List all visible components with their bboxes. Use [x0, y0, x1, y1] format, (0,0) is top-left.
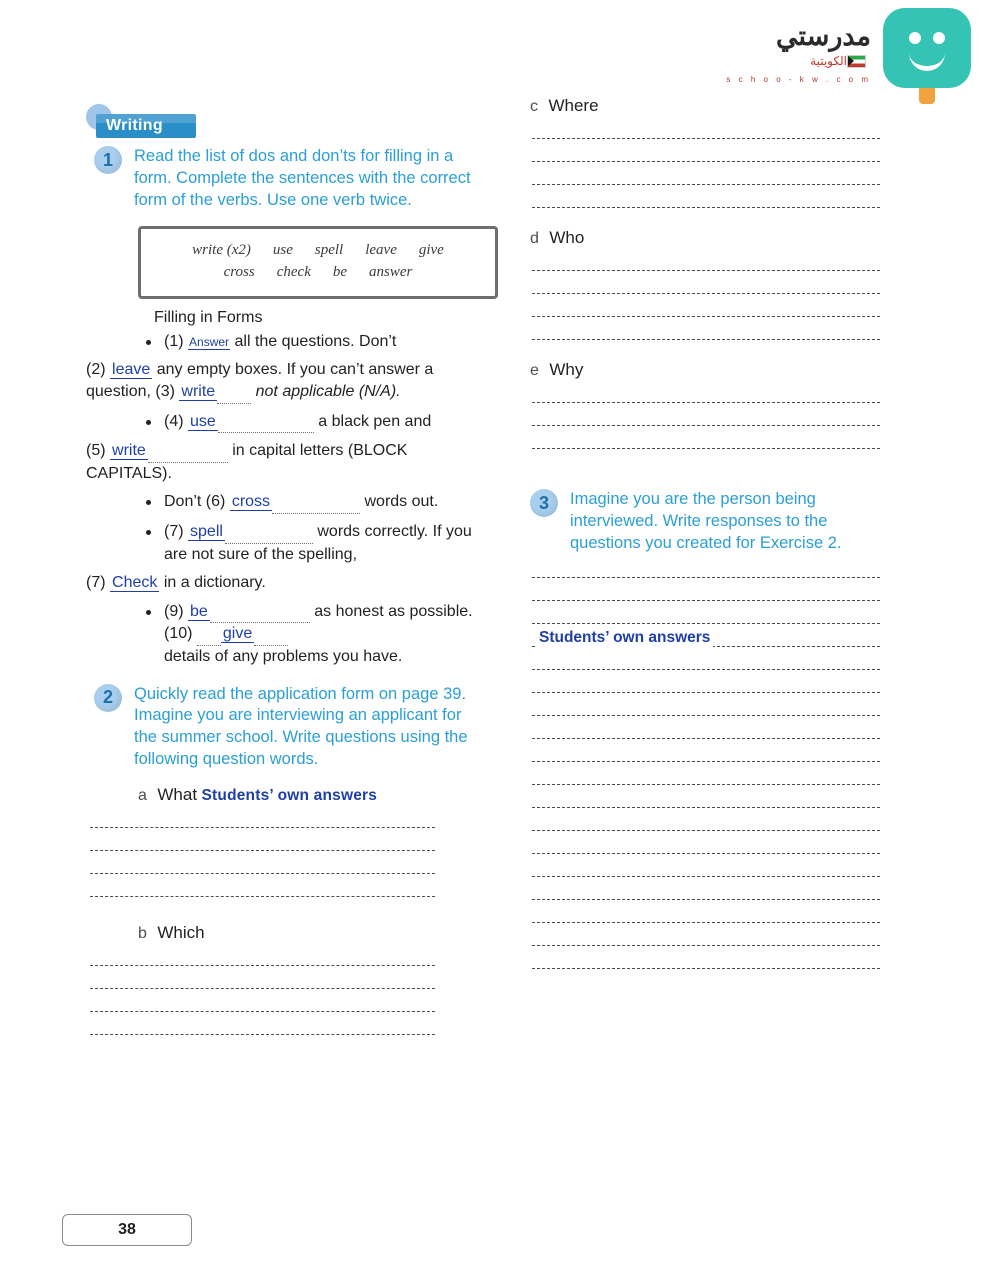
writing-line[interactable] [532, 207, 880, 208]
word-bank-box [138, 226, 498, 299]
question-word: Which [157, 923, 205, 943]
question-letter: b [138, 925, 147, 943]
exercise-1-instruction: Read the list of dos and don’ts for filling in a form. Complete the sentences with the correct form of the verbs. Use one verb twice. [134, 147, 471, 209]
writing-line[interactable] [532, 316, 880, 317]
filled-answer[interactable]: leave [112, 361, 151, 379]
question-letter: c [530, 98, 538, 115]
item-prefix: (4) [164, 412, 184, 430]
filled-answer[interactable]: be [190, 602, 208, 620]
list-item [86, 440, 486, 484]
list-item [86, 521, 486, 565]
exercise-3-header [530, 489, 890, 555]
logo-arabic-sub: الكويتية [726, 54, 871, 68]
list-item [86, 491, 486, 514]
writing-line[interactable] [90, 965, 435, 966]
item-suffix: in a dictionary. [163, 574, 266, 592]
page-number-box [62, 1214, 192, 1246]
item-suffix-2: not applicable (N/A). [255, 383, 401, 400]
writing-line[interactable] [90, 896, 435, 897]
logo-url: s c h o o - k w . c o m [726, 75, 871, 85]
writing-line[interactable] [532, 945, 880, 946]
logo-eye-right-icon [933, 32, 945, 44]
question-answer[interactable]: Students’ own answers [201, 787, 378, 805]
logo-stick-shape [919, 86, 935, 104]
filled-answer[interactable]: write [181, 383, 216, 400]
question-item-d [530, 228, 890, 248]
word-bank-item: give [418, 241, 444, 258]
word-bank-item: be [332, 264, 348, 281]
writing-line[interactable] [532, 761, 880, 762]
logo-eye-left-icon [909, 32, 921, 44]
filled-answer[interactable]: Answer [189, 334, 230, 349]
writing-line[interactable] [532, 293, 880, 294]
word-bank-item: answer [369, 264, 413, 281]
word-bank-item: spell [314, 241, 344, 258]
writing-line[interactable] [532, 853, 880, 854]
list-item [86, 601, 486, 668]
item-suffix: in capital letters (BLOCK CAPITALS). [86, 442, 408, 482]
writing-line[interactable] [532, 448, 880, 449]
writing-line[interactable] [532, 692, 880, 693]
writing-line[interactable] [90, 873, 435, 874]
writing-line[interactable] [532, 425, 880, 426]
word-bank-item: write (x2) [192, 241, 251, 258]
item-suffix: any empty boxes. If you can’t answer a question, (3) [86, 361, 434, 400]
page-number: 38 [118, 1221, 136, 1238]
kuwait-flag-icon [847, 55, 866, 68]
exercise-3-instruction: Imagine you are the person being interviewed. Write responses to the questions you created for Exercise 2. [570, 490, 842, 552]
word-bank-row-1 [153, 239, 483, 262]
list-item [86, 572, 486, 594]
writing-line[interactable] [90, 1011, 435, 1012]
writing-line[interactable] [532, 715, 880, 716]
item-prefix: (7) [164, 522, 184, 540]
item-prefix: (9) [164, 602, 184, 620]
writing-line[interactable] [90, 850, 435, 851]
question-word: Who [549, 228, 585, 247]
writing-line[interactable] [532, 922, 880, 923]
question-letter: a [138, 787, 147, 805]
writing-line[interactable] [532, 600, 880, 601]
question-item-c [530, 96, 890, 116]
writing-line[interactable] [90, 988, 435, 989]
exercise-3-answer[interactable]: Students’ own answers [536, 629, 713, 647]
exercise-2-instruction: Quickly read the application form on page 39. Imagine you are interviewing an applicant for the summer school. Write questions using the following question words. [134, 684, 468, 769]
left-column [86, 104, 486, 1035]
question-item-b [138, 923, 486, 943]
word-bank-item: check [276, 264, 311, 281]
writing-line[interactable] [532, 669, 880, 670]
exercise-1-number: 1 [94, 146, 122, 174]
writing-line[interactable] [90, 1034, 435, 1035]
smiley-square-logo-icon [883, 8, 971, 104]
writing-line[interactable] [532, 161, 880, 162]
writing-line[interactable] [532, 138, 880, 139]
logo-smile-icon [909, 46, 945, 71]
writing-line[interactable] [532, 784, 880, 785]
question-item-e [530, 360, 890, 380]
list-item [86, 359, 486, 403]
item-suffix: a black pen and [318, 412, 432, 430]
item-suffix: all the questions. Don’t [234, 332, 397, 350]
item-prefix: (5) [86, 442, 106, 460]
writing-line[interactable] [532, 577, 880, 578]
word-bank-item: leave [365, 241, 397, 258]
question-letter: e [530, 362, 539, 379]
word-bank-item: use [272, 241, 293, 258]
question-word: What [157, 785, 198, 805]
filled-answer[interactable]: use [190, 412, 216, 430]
exercise-2-header [86, 684, 486, 772]
right-column [530, 96, 890, 969]
question-word: Why [549, 360, 584, 379]
writing-line[interactable] [532, 876, 880, 877]
writing-line[interactable] [532, 738, 880, 739]
writing-banner-label: Writing [106, 117, 163, 134]
writing-line[interactable] [532, 968, 880, 969]
word-bank-row-2 [153, 261, 483, 284]
writing-section-banner [86, 104, 196, 134]
logo-square-shape [883, 8, 971, 88]
question-word: Where [548, 96, 599, 115]
logo-arabic-name: مدرستي [776, 21, 871, 51]
exercise-1-header [86, 146, 486, 212]
filled-answer[interactable]: Check [112, 574, 158, 592]
question-letter: d [530, 230, 539, 247]
filling-in-forms-title: Filling in Forms [154, 308, 263, 326]
filled-answer[interactable]: cross [231, 493, 271, 511]
list-item [86, 411, 486, 434]
writing-line[interactable] [532, 270, 880, 271]
item-suffix: as honest as possible. (10) [164, 602, 473, 643]
writing-line[interactable] [532, 623, 880, 624]
exercise-3-answer-area [530, 577, 890, 969]
item-prefix: (7) [86, 574, 106, 592]
item-prefix: (2) [86, 361, 106, 379]
exercise-2-number: 2 [94, 684, 122, 712]
logo-text-block [726, 8, 871, 84]
filled-answer[interactable]: spell [190, 522, 223, 540]
writing-line[interactable] [532, 339, 880, 340]
item-prefix: (1) [164, 332, 184, 350]
item-prefix: Don’t (6) [164, 493, 226, 511]
writing-line[interactable] [532, 830, 880, 831]
question-item-a [138, 785, 486, 805]
writing-line[interactable] [532, 402, 880, 403]
filled-answer[interactable]: give [222, 625, 253, 643]
filled-answer[interactable]: write [112, 442, 146, 460]
word-bank-item: cross [223, 264, 255, 281]
logo [726, 8, 971, 104]
writing-line[interactable] [532, 807, 880, 808]
writing-line[interactable] [90, 827, 435, 828]
item-suffix: words out. [364, 493, 439, 511]
exercise-3-number: 3 [530, 489, 558, 517]
item-suffix: words correctly. If you are not sure of the spelling, [164, 522, 472, 563]
writing-line[interactable] [532, 184, 880, 185]
dos-and-donts-list [86, 331, 486, 668]
writing-line[interactable] [532, 899, 880, 900]
item-suffix-2: details of any problems you have. [164, 647, 403, 665]
list-item [86, 331, 486, 353]
